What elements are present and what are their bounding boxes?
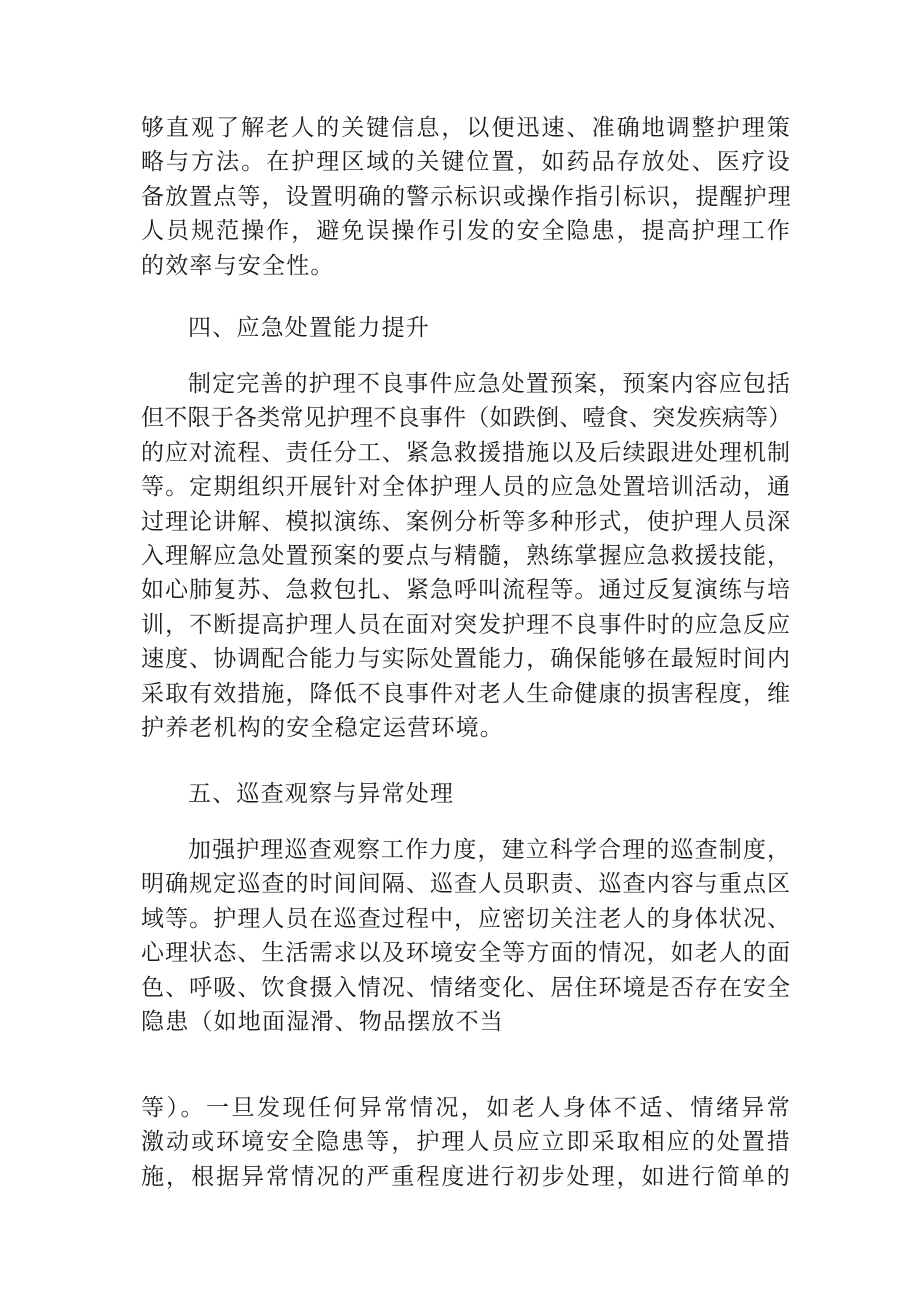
text-line: 过理论讲解、模拟演练、案例分析等多种形式，使护理人员深 <box>141 508 791 535</box>
text-line: 备放置点等，设置明确的警示标识或操作指引标识，提醒护理 <box>141 183 791 210</box>
text-line: 的效率与安全性。 <box>141 252 335 279</box>
text-line: 采取有效措施，降低不良事件对老人生命健康的损害程度，维 <box>141 680 791 707</box>
text-line: 明确规定巡查的时间间隔、巡查人员职责、巡查内容与重点区 <box>141 871 791 898</box>
text-line: 如心肺复苏、急救包扎、紧急呼叫流程等。通过反复演练与培 <box>141 577 791 604</box>
text-line: 等）。一旦发现任何异常情况，如老人身体不适、情绪异常 <box>141 1095 791 1121</box>
text-line: 入理解应急处置预案的要点与精髓，熟练掌握应急救援技能， <box>141 542 791 569</box>
paragraph-patrol-observation <box>141 833 791 1039</box>
text-line: 色、呼吸、饮食摄入情况、情绪变化、居住环境是否存在安全 <box>141 974 791 1001</box>
text-line: 加强护理巡查观察工作力度，建立科学合理的巡查制度， <box>188 837 791 863</box>
paragraph-emergency-response <box>141 367 791 745</box>
text-line: 隐患（如地面湿滑、物品摆放不当 <box>141 1008 504 1035</box>
text-line: 等。定期组织开展针对全体护理人员的应急处置培训活动，通 <box>141 474 791 501</box>
paragraph-abnormal-handling <box>141 1091 791 1194</box>
paragraph-intro-continuation <box>141 111 791 283</box>
section-heading-emergency-response: 四、应急处置能力提升 <box>188 315 430 341</box>
text-line: 制定完善的护理不良事件应急处置预案，预案内容应包括 <box>188 371 791 397</box>
text-line: 够直观了解老人的关键信息，以便迅速、准确地调整护理策 <box>141 115 791 141</box>
text-line: 激动或环境安全隐患等，护理人员应立即采取相应的处置措 <box>141 1129 791 1156</box>
section-heading-patrol-observation: 五、巡查观察与异常处理 <box>188 781 455 807</box>
text-line: 的应对流程、责任分工、紧急救援措施以及后续跟进处理机制 <box>141 439 791 466</box>
text-line: 训，不断提高护理人员在面对突发护理不良事件时的应急反应 <box>141 611 791 638</box>
text-line: 护养老机构的安全稳定运营环境。 <box>141 714 504 741</box>
text-line: 略与方法。在护理区域的关键位置，如药品存放处、医疗设 <box>141 149 791 176</box>
text-line: 施，根据异常情况的严重程度进行初步处理，如进行简单的 <box>141 1163 791 1190</box>
text-line: 但不限于各类常见护理不良事件（如跌倒、噎食、突发疾病等） <box>141 405 791 432</box>
text-line: 人员规范操作，避免误操作引发的安全隐患，提高护理工作 <box>141 218 791 245</box>
text-line: 速度、协调配合能力与实际处置能力，确保能够在最短时间内 <box>141 646 791 673</box>
text-line: 域等。护理人员在巡查过程中，应密切关注老人的身体状况、 <box>141 905 791 932</box>
text-line: 心理状态、生活需求以及环境安全等方面的情况，如老人的面 <box>141 940 791 967</box>
